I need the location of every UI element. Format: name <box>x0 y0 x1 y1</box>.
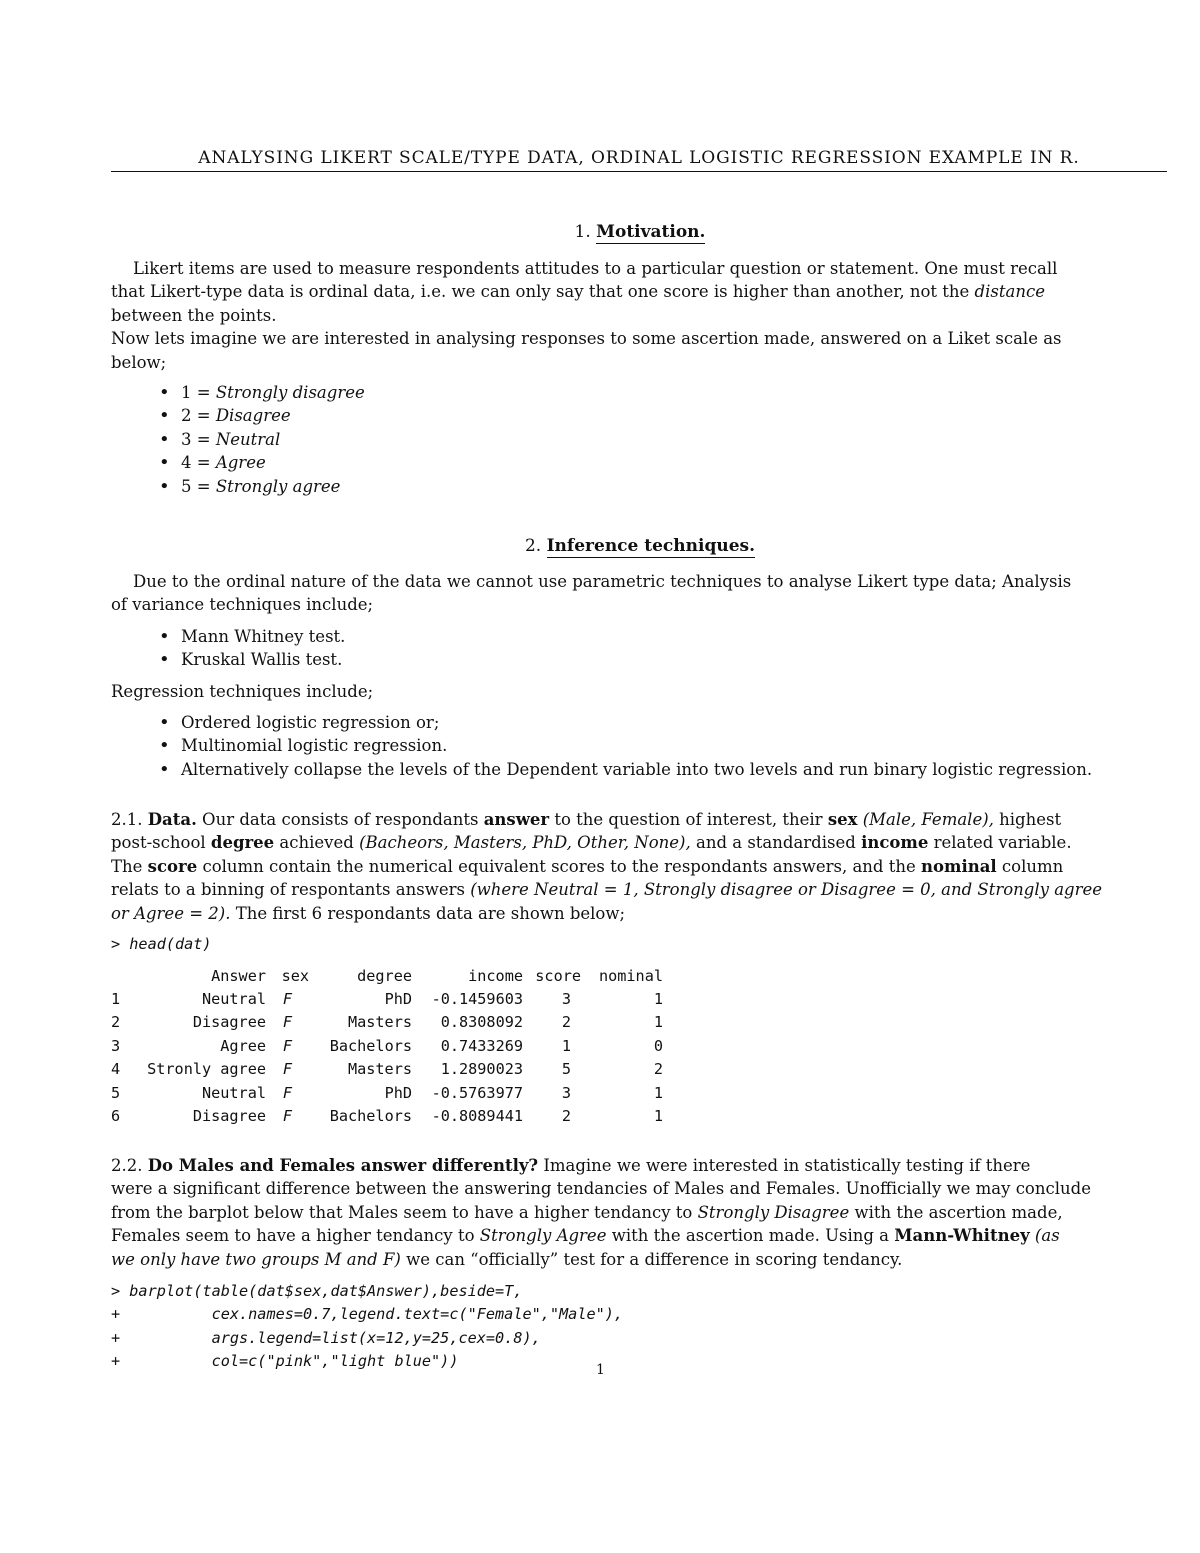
text-span: from the barplot below that Males seem to have a higher tendancy to <box>111 1202 698 1222</box>
code-line: + col=c("pink","light blue")) <box>111 1352 459 1371</box>
list-item <box>159 475 365 498</box>
text-span: highest <box>993 810 1062 829</box>
text-line <box>111 1201 1169 1224</box>
text-span: Females seem to have a higher tendancy to <box>111 1226 480 1246</box>
comparison-paragraph <box>111 1154 1169 1271</box>
text-line <box>111 855 1169 878</box>
variable-name: score <box>147 856 198 876</box>
list-item <box>159 404 365 427</box>
table-cell: Bachelors <box>329 1107 412 1126</box>
text-span: to the question of interest, their <box>549 810 828 829</box>
text-span: column contain the numerical equivalent scores to the respondants answers, and the <box>197 856 921 876</box>
table-cell: 1 <box>653 1107 663 1126</box>
r-command-head: > head(dat) <box>111 935 212 953</box>
variable-name: sex <box>827 810 858 829</box>
table-cell: F <box>282 1013 293 1032</box>
data-table <box>111 964 663 1128</box>
text-span: (as <box>1029 1226 1060 1246</box>
subsection-title: Data. <box>147 810 197 829</box>
text-line <box>111 831 1169 854</box>
table-cell: 6 <box>111 1107 121 1126</box>
column-header <box>111 964 129 987</box>
text-line <box>111 878 1169 901</box>
anova-list <box>159 625 345 672</box>
table-cell: -0.8089441 <box>431 1107 523 1126</box>
table-cell: F <box>282 1060 293 1079</box>
table-cell: PhD <box>384 990 412 1009</box>
section-1-heading <box>111 222 1169 242</box>
scale-label: Agree <box>215 453 266 473</box>
list-item: • Alternatively collapse the levels of the Dependent variable into two levels and run binary logistic regression. <box>159 758 1092 781</box>
text-span: (Bacheors, Masters, PhD, Other, None), <box>359 833 691 853</box>
table-cell: 1 <box>653 990 663 1009</box>
table-cell: 0.7433269 <box>440 1036 523 1055</box>
column-header: degree <box>357 966 412 985</box>
text-span: (Male, Female), <box>862 810 994 829</box>
list-item: • Ordered logistic regression or; <box>159 711 1092 734</box>
column-header: income <box>468 966 523 985</box>
table-cell: -0.5763977 <box>431 1083 523 1102</box>
section-title: Motivation. <box>596 222 706 242</box>
table-cell: Masters <box>347 1013 412 1032</box>
text-line: below; <box>111 352 167 372</box>
table-cell: Neutral <box>201 990 266 1009</box>
table-cell: Disagree <box>192 1107 266 1126</box>
column-header: score <box>535 966 581 985</box>
subsection-title: Do Males and Females answer differently? <box>147 1156 539 1175</box>
text-span: with the ascertion made. Using a <box>606 1226 895 1246</box>
table-cell: Bachelors <box>329 1036 412 1055</box>
table-row <box>111 987 663 1010</box>
text-span: The first 6 respondants data are shown below; <box>230 903 626 923</box>
list-item: • Multinomial logistic regression. <box>159 734 1092 757</box>
subsection-number: 2.1. <box>111 810 143 829</box>
table-cell: 1 <box>653 1083 663 1102</box>
text-line <box>111 1248 1169 1271</box>
table-row <box>111 1081 663 1104</box>
text-span: and a standardised <box>690 833 862 853</box>
text-span: Strongly Disagree <box>697 1202 850 1222</box>
text-line: between the points. <box>111 305 277 325</box>
variable-name: degree <box>210 833 275 853</box>
section-number: 1. <box>574 222 591 242</box>
list-item: • Mann Whitney test. <box>159 625 345 648</box>
text-span: or Agree = 2). <box>111 903 231 923</box>
text-span: Strongly Agree <box>479 1226 607 1246</box>
scale-label: Neutral <box>215 429 281 449</box>
text-span: post-school <box>111 833 211 853</box>
table-cell: Agree <box>220 1036 266 1055</box>
table-cell: 2 <box>111 1013 121 1032</box>
text-span: column <box>996 856 1064 876</box>
subsection-number: 2.2. <box>111 1156 143 1175</box>
scale-label: Strongly disagree <box>215 383 365 402</box>
table-cell: Masters <box>347 1060 412 1079</box>
text-line: Regression techniques include; <box>111 682 374 701</box>
text-line: Due to the ordinal nature of the data we cannot use parametric techniques to analyse Likert type data; Analysis <box>133 572 1072 591</box>
regression-intro <box>111 680 1169 703</box>
text-line <box>111 1224 1169 1247</box>
table-cell: Neutral <box>201 1083 266 1102</box>
list-item <box>159 381 365 404</box>
code-line: + cex.names=0.7,legend.text=c("Female","Male"), <box>111 1305 624 1324</box>
list-item: • Kruskal Wallis test. <box>159 648 345 671</box>
text-span: we only have two groups M and F) <box>111 1249 401 1269</box>
text-span: Our data consists of respondants <box>196 810 484 829</box>
table-cell: 1 <box>111 990 121 1009</box>
text-line <box>111 1154 1169 1177</box>
table-row <box>111 1011 663 1034</box>
table-cell: F <box>282 1107 293 1126</box>
table-cell: Disagree <box>192 1013 266 1032</box>
regression-list <box>159 711 1092 781</box>
table-cell: 1 <box>561 1036 571 1055</box>
code-line: + args.legend=list(x=12,y=25,cex=0.8), <box>111 1328 541 1347</box>
test-name: Mann-Whitney <box>894 1226 1030 1246</box>
table-cell: 2 <box>561 1107 571 1126</box>
text-line: were a significant difference between the answering tendancies of Males and Females. Unofficially we may conclude <box>111 1179 1091 1199</box>
likert-scale-list <box>159 381 365 498</box>
table-cell: F <box>282 990 293 1009</box>
table-cell: Stronly agree <box>147 1060 266 1079</box>
variable-name: nominal <box>921 856 997 876</box>
column-header: sex <box>281 966 309 985</box>
table-row <box>111 1104 663 1127</box>
table-cell: 5 <box>561 1060 571 1079</box>
text-span: relats to a binning of respontants answers <box>111 880 471 900</box>
text-line: of variance techniques include; <box>111 595 374 615</box>
text-span: related variable. <box>928 833 1072 853</box>
scale-value: 4 = <box>181 453 216 473</box>
text-span: Imagine we were interested in statistically testing if there <box>538 1156 1031 1175</box>
scale-label: Disagree <box>215 406 291 426</box>
table-row <box>111 1058 663 1081</box>
table-cell: 5 <box>111 1083 121 1102</box>
document-title: ANALYSING LIKERT SCALE/TYPE DATA, ORDINAL LOGISTIC REGRESSION EXAMPLE IN R. <box>111 148 1167 172</box>
inference-paragraph <box>111 570 1169 617</box>
scale-value: 5 = <box>181 476 216 496</box>
text-line <box>111 280 1169 303</box>
scale-value: 1 = <box>181 383 216 402</box>
table-cell: 3 <box>561 990 571 1009</box>
code-line: > barplot(table(dat$sex,dat$Answer),beside=T, <box>111 1282 523 1300</box>
column-header: Answer <box>211 966 266 985</box>
table-cell: 2 <box>653 1060 663 1079</box>
text-span: (where Neutral = 1, Strongly disagree or Disagree = 0, and Strongly agree <box>470 880 1103 900</box>
data-paragraph <box>111 808 1169 925</box>
table-cell: 2 <box>561 1013 571 1032</box>
text-line: Likert items are used to measure respondents attitudes to a particular question or statement. One must recall <box>133 259 1058 278</box>
text-line <box>111 902 1169 925</box>
section-title: Inference techniques. <box>546 536 756 556</box>
text-span: achieved <box>274 833 360 853</box>
table-cell: F <box>282 1036 293 1055</box>
table-cell: 3 <box>561 1083 571 1102</box>
text-line: Now lets imagine we are interested in analysing responses to some ascertion made, answered on a Liket scale as <box>111 329 1062 349</box>
column-header: nominal <box>598 966 663 985</box>
r-code-barplot <box>111 1280 623 1374</box>
table-cell: 4 <box>111 1060 121 1079</box>
table-cell: 1 <box>653 1013 663 1032</box>
table-cell: 0 <box>653 1036 663 1055</box>
table-row <box>111 1034 663 1057</box>
text-span: that Likert-type data is ordinal data, i.e. we can only say that one score is higher than another, not the <box>111 282 975 302</box>
motivation-paragraph <box>111 257 1169 374</box>
section-number: 2. <box>524 536 542 556</box>
table-cell: -0.1459603 <box>431 990 523 1009</box>
scale-value: 3 = <box>181 429 216 449</box>
variable-name: answer <box>483 810 550 829</box>
table-cell: F <box>282 1083 293 1102</box>
page-number: 1 <box>596 1362 605 1378</box>
table-cell: 3 <box>111 1036 121 1055</box>
text-span: with the ascertion made, <box>849 1202 1063 1222</box>
table-cell: 1.2890023 <box>440 1060 523 1079</box>
text-span: we can “officially” test for a difference in scoring tendancy. <box>400 1249 903 1269</box>
list-item <box>159 428 365 451</box>
table-cell: 0.8308092 <box>440 1013 523 1032</box>
table-header-row <box>111 964 663 987</box>
scale-label: Strongly agree <box>215 476 341 496</box>
section-2-heading <box>111 536 1169 556</box>
variable-name: income <box>861 833 929 853</box>
text-span: The <box>111 856 148 876</box>
scale-value: 2 = <box>181 406 216 426</box>
list-item <box>159 451 365 474</box>
emphasis-distance: distance <box>974 282 1045 302</box>
table-cell: PhD <box>384 1083 412 1102</box>
text-line <box>111 808 1169 831</box>
